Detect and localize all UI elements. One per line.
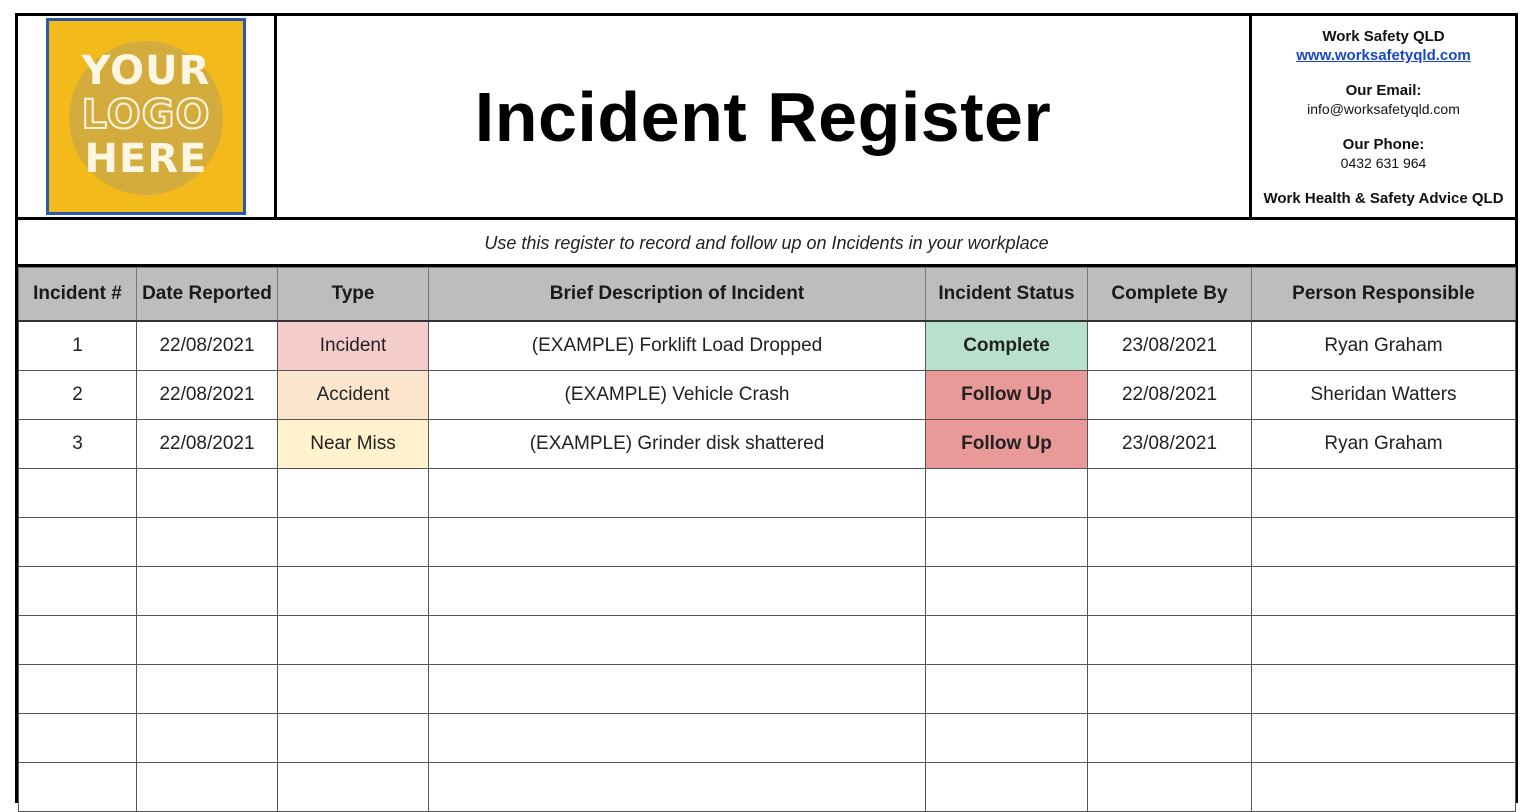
header-date-reported: Date Reported: [137, 268, 278, 322]
header-person-responsible: Person Responsible: [1252, 268, 1516, 322]
logo-line-2: LOGO: [81, 92, 211, 138]
logo-line-1: YOUR: [81, 48, 211, 94]
empty-cell[interactable]: [429, 665, 926, 714]
empty-cell[interactable]: [19, 714, 137, 763]
table-header-row: [19, 268, 1516, 322]
cell-incident-number[interactable]: 2: [19, 371, 137, 420]
cell-incident-status[interactable]: Follow Up: [926, 371, 1088, 420]
empty-cell[interactable]: [19, 518, 137, 567]
empty-cell[interactable]: [926, 518, 1088, 567]
empty-cell[interactable]: [1088, 714, 1252, 763]
header-complete-by: Complete By: [1088, 268, 1252, 322]
empty-cell[interactable]: [1252, 469, 1516, 518]
page-title: Incident Register: [474, 77, 1052, 156]
cell-person-responsible[interactable]: Ryan Graham: [1252, 420, 1516, 469]
empty-cell[interactable]: [137, 763, 278, 812]
empty-cell[interactable]: [1252, 714, 1516, 763]
empty-table-row: [19, 567, 1516, 616]
cell-incident-number[interactable]: 3: [19, 420, 137, 469]
empty-table-row: [19, 469, 1516, 518]
cell-description[interactable]: (EXAMPLE) Vehicle Crash: [429, 371, 926, 420]
empty-cell[interactable]: [278, 469, 429, 518]
empty-cell[interactable]: [19, 665, 137, 714]
cell-type[interactable]: Near Miss: [278, 420, 429, 469]
empty-table-row: [19, 763, 1516, 812]
empty-cell[interactable]: [926, 616, 1088, 665]
header-incident-status: Incident Status: [926, 268, 1088, 322]
empty-cell[interactable]: [926, 665, 1088, 714]
cell-incident-status[interactable]: Complete: [926, 321, 1088, 371]
empty-cell[interactable]: [137, 469, 278, 518]
contact-phone: 0432 631 964: [1340, 155, 1427, 171]
contact-org: Work Safety QLD: [1322, 28, 1445, 45]
empty-cell[interactable]: [1252, 763, 1516, 812]
empty-cell[interactable]: [1252, 518, 1516, 567]
empty-table-row: [19, 518, 1516, 567]
cell-date-reported[interactable]: 22/08/2021: [137, 321, 278, 371]
empty-cell[interactable]: [137, 567, 278, 616]
logo-placeholder: [46, 18, 246, 215]
cell-person-responsible[interactable]: Sheridan Watters: [1252, 371, 1516, 420]
empty-cell[interactable]: [278, 518, 429, 567]
title-cell: [277, 16, 1252, 217]
empty-cell[interactable]: [1088, 665, 1252, 714]
empty-cell[interactable]: [926, 763, 1088, 812]
cell-date-reported[interactable]: 22/08/2021: [137, 371, 278, 420]
empty-cell[interactable]: [1088, 518, 1252, 567]
empty-cell[interactable]: [1252, 665, 1516, 714]
empty-table-row: [19, 714, 1516, 763]
empty-cell[interactable]: [1088, 469, 1252, 518]
empty-cell[interactable]: [926, 469, 1088, 518]
cell-complete-by[interactable]: 22/08/2021: [1088, 371, 1252, 420]
table-body: [19, 321, 1516, 812]
empty-cell[interactable]: [429, 567, 926, 616]
contact-email: info@worksafetyqld.com: [1307, 101, 1460, 117]
empty-cell[interactable]: [1088, 763, 1252, 812]
table-row: [19, 420, 1516, 469]
contact-email-label: Our Email:: [1345, 82, 1422, 99]
empty-cell[interactable]: [429, 763, 926, 812]
cell-description[interactable]: (EXAMPLE) Grinder disk shattered: [429, 420, 926, 469]
cell-complete-by[interactable]: 23/08/2021: [1088, 420, 1252, 469]
empty-table-row: [19, 665, 1516, 714]
header-description: Brief Description of Incident: [429, 268, 926, 322]
empty-cell[interactable]: [137, 665, 278, 714]
cell-type[interactable]: Accident: [278, 371, 429, 420]
register-instructions: Use this register to record and follow up on Incidents in your workplace: [18, 220, 1515, 267]
empty-cell[interactable]: [926, 567, 1088, 616]
table-row: [19, 371, 1516, 420]
empty-cell[interactable]: [429, 518, 926, 567]
empty-cell[interactable]: [278, 616, 429, 665]
empty-table-row: [19, 616, 1516, 665]
empty-cell[interactable]: [1252, 616, 1516, 665]
cell-date-reported[interactable]: 22/08/2021: [137, 420, 278, 469]
logo-cell: [18, 16, 277, 217]
empty-cell[interactable]: [137, 714, 278, 763]
empty-cell[interactable]: [429, 469, 926, 518]
table-row: [19, 321, 1516, 371]
empty-cell[interactable]: [278, 714, 429, 763]
header-incident-number: Incident #: [19, 268, 137, 322]
incident-register-sheet: [15, 13, 1518, 803]
empty-cell[interactable]: [19, 763, 137, 812]
logo-line-3: HERE: [84, 136, 208, 182]
cell-type[interactable]: Incident: [278, 321, 429, 371]
empty-cell[interactable]: [19, 567, 137, 616]
contact-cell: [1252, 16, 1515, 217]
empty-cell[interactable]: [278, 665, 429, 714]
empty-cell[interactable]: [19, 469, 137, 518]
cell-incident-number[interactable]: 1: [19, 321, 137, 371]
empty-cell[interactable]: [137, 616, 278, 665]
cell-incident-status[interactable]: Follow Up: [926, 420, 1088, 469]
empty-cell[interactable]: [278, 763, 429, 812]
contact-tagline: Work Health & Safety Advice QLD: [1263, 190, 1504, 207]
header-band: [18, 16, 1515, 220]
empty-cell[interactable]: [19, 616, 137, 665]
empty-cell[interactable]: [278, 567, 429, 616]
empty-cell[interactable]: [1088, 567, 1252, 616]
empty-cell[interactable]: [926, 714, 1088, 763]
empty-cell[interactable]: [429, 714, 926, 763]
header-type: Type: [278, 268, 429, 322]
empty-cell[interactable]: [1088, 616, 1252, 665]
empty-cell[interactable]: [137, 518, 278, 567]
empty-cell[interactable]: [429, 616, 926, 665]
cell-complete-by[interactable]: 23/08/2021: [1088, 321, 1252, 371]
contact-website-link[interactable]: www.worksafetyqld.com: [1296, 47, 1471, 64]
cell-person-responsible[interactable]: Ryan Graham: [1252, 321, 1516, 371]
empty-cell[interactable]: [1252, 567, 1516, 616]
cell-description[interactable]: (EXAMPLE) Forklift Load Dropped: [429, 321, 926, 371]
incident-table: [18, 267, 1516, 812]
contact-phone-label: Our Phone:: [1342, 136, 1425, 153]
